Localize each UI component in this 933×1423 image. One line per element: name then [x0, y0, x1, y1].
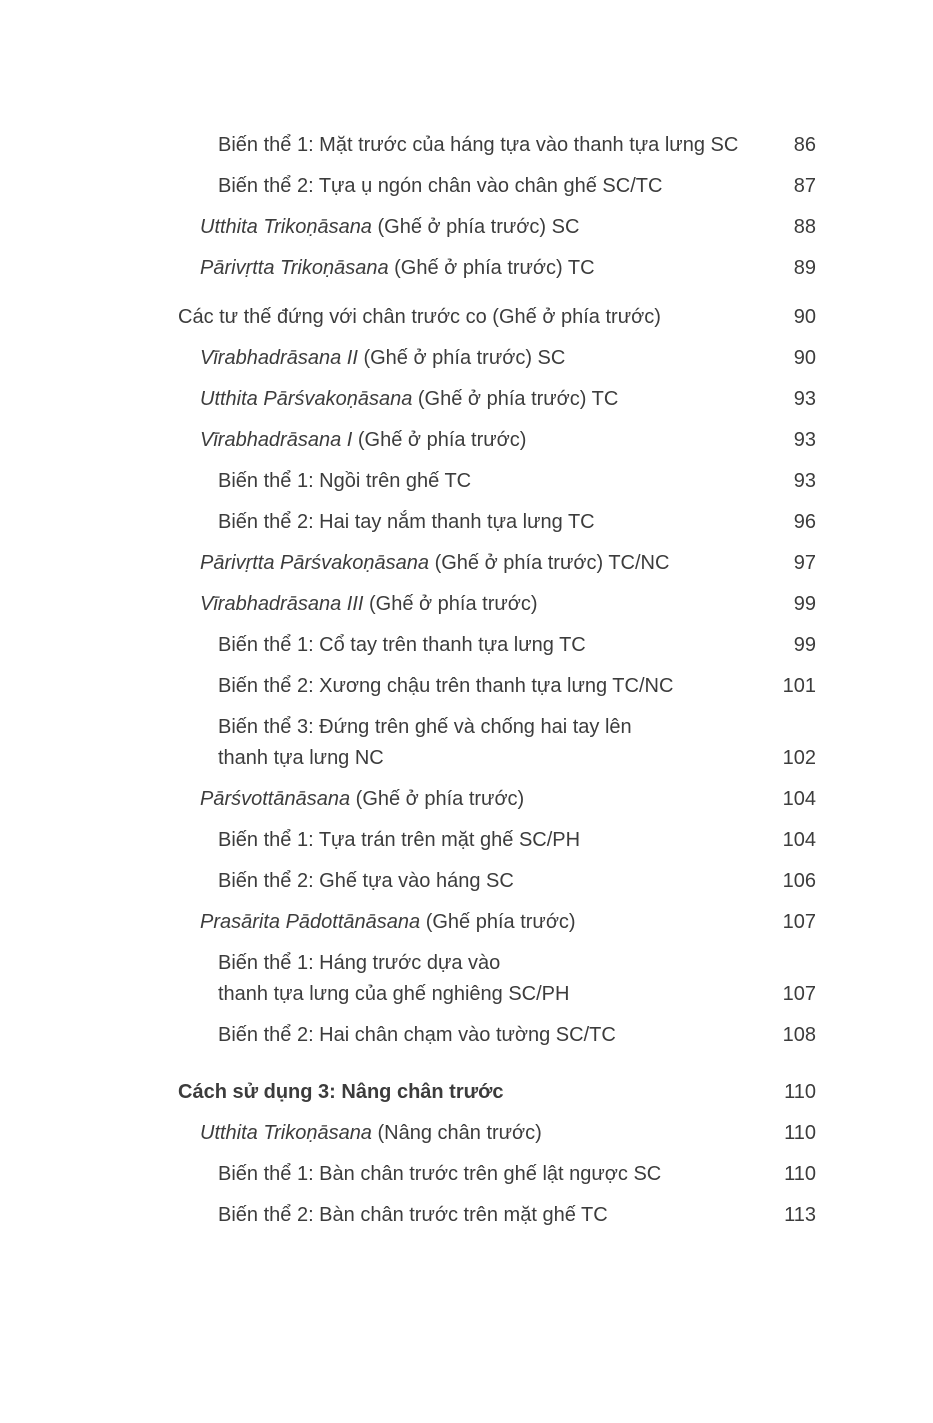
toc-entry-title [178, 1077, 768, 1108]
toc-text-segment: (Nâng chân trước) [371, 1122, 542, 1144]
toc-entry-title [178, 866, 768, 897]
toc-entry-page-number: 113 [784, 1204, 816, 1226]
toc-entry-title [178, 384, 768, 415]
toc-entry [178, 948, 816, 1010]
toc-entry-title [178, 1200, 768, 1231]
toc-entry-title [178, 784, 768, 815]
toc-entry-title [178, 825, 768, 856]
toc-entry-line [218, 825, 748, 856]
toc-entry [178, 1159, 816, 1190]
toc-entry-line [200, 425, 748, 456]
toc-text-segment: Biến thể 2: Hai chân chạm vào tường SC/TC [218, 1024, 616, 1046]
toc-entry-line [200, 589, 748, 620]
pose-name-italic: Utthita Pārśvakoṇāsana [200, 388, 413, 410]
toc-entry-title [178, 1118, 768, 1149]
toc-entry-line [200, 384, 748, 415]
toc-text-segment: Cách sử dụng 3: Nâng chân trước [178, 1081, 504, 1103]
pose-name-italic: Vīrabhadrāsana II [200, 347, 358, 369]
toc-entry-page-number: 107 [782, 983, 816, 1005]
toc-entry [178, 866, 816, 897]
toc-entry-line [200, 784, 748, 815]
toc-entry [178, 712, 816, 774]
toc-text-segment: Biến thể 2: Bàn chân trước trên mặt ghế TC [218, 1204, 608, 1226]
toc-entry-line [218, 743, 748, 774]
toc-text-segment: thanh tựa lưng của ghế nghiêng SC/PH [218, 983, 570, 1005]
toc-entry [178, 253, 816, 284]
pose-name-italic: Utthita Trikoṇāsana [200, 1122, 372, 1144]
toc-entry-title [178, 425, 768, 456]
toc-entry [178, 302, 816, 333]
toc-list [178, 130, 816, 1241]
pose-name-italic: Vīrabhadrāsana III [200, 593, 364, 615]
toc-entry-page-number: 110 [784, 1081, 816, 1103]
toc-entry-title [178, 589, 768, 620]
toc-entry-page-number: 93 [793, 429, 816, 451]
toc-entry [178, 548, 816, 579]
toc-entry [178, 825, 816, 856]
toc-entry-line [178, 302, 748, 333]
toc-entry-title [178, 171, 768, 202]
toc-entry [178, 130, 816, 161]
toc-entry [178, 384, 816, 415]
toc-entry [178, 671, 816, 702]
toc-entry-line [218, 507, 748, 538]
toc-entry-title [178, 548, 768, 579]
toc-entry-page-number: 104 [782, 788, 816, 810]
toc-entry-line [200, 253, 748, 284]
toc-text-segment: (Ghế ở phía trước) TC [388, 257, 595, 279]
toc-entry [178, 907, 816, 938]
toc-entry-page-number: 99 [793, 593, 816, 615]
toc-entry-page-number: 89 [793, 257, 816, 279]
toc-entry-page-number: 99 [793, 634, 816, 656]
toc-entry-title [178, 253, 768, 284]
toc-entry-page-number: 88 [793, 216, 816, 238]
toc-entry-title [178, 907, 768, 938]
toc-entry [178, 1020, 816, 1051]
toc-text-segment: Biến thể 1: Háng trước dựa vào [218, 952, 501, 974]
toc-entry-line [218, 671, 748, 702]
toc-entry-line [200, 548, 748, 579]
toc-entry-page-number: 102 [782, 747, 816, 769]
toc-text-segment: Biến thể 2: Ghế tựa vào háng SC [218, 870, 514, 892]
toc-entry-line [218, 130, 748, 161]
toc-text-segment: Biến thể 1: Bàn chân trước trên ghế lật ngược SC [218, 1163, 662, 1185]
toc-entry [178, 784, 816, 815]
toc-text-segment: Biến thể 1: Cổ tay trên thanh tựa lưng TC [218, 634, 586, 656]
toc-entry-page-number: 110 [784, 1163, 816, 1185]
pose-name-italic: Pārivṛtta Trikoṇāsana [200, 257, 389, 279]
toc-entry [178, 507, 816, 538]
toc-entry-line [200, 212, 748, 243]
toc-entry-line [218, 1200, 748, 1231]
toc-text-segment: (Ghế ở phía trước) [350, 788, 525, 810]
toc-entry-title [178, 466, 768, 497]
toc-entry [178, 589, 816, 620]
toc-entry [178, 343, 816, 374]
toc-entry-line [218, 466, 748, 497]
toc-entry-line [200, 343, 748, 374]
toc-entry-page-number: 107 [782, 911, 816, 933]
toc-entry [178, 466, 816, 497]
toc-entry [178, 630, 816, 661]
toc-entry-page-number: 86 [793, 134, 816, 156]
toc-entry-title [178, 302, 768, 333]
toc-text-segment: Biến thể 2: Hai tay nắm thanh tựa lưng TC [218, 511, 595, 533]
toc-text-segment: Biến thể 2: Tựa ụ ngón chân vào chân ghế SC/TC [218, 175, 663, 197]
pose-name-italic: Pārśvottānāsana [200, 788, 351, 810]
toc-entry [178, 425, 816, 456]
toc-entry-title [178, 712, 768, 774]
toc-entry-title [178, 212, 768, 243]
toc-text-segment: Biến thể 1: Ngồi trên ghế TC [218, 470, 472, 492]
pose-name-italic: Prasārita Pādottānāsana [200, 911, 421, 933]
toc-entry-title [178, 630, 768, 661]
toc-entry-page-number: 96 [793, 511, 816, 533]
toc-entry-page-number: 93 [793, 470, 816, 492]
toc-entry-title [178, 507, 768, 538]
toc-entry-page-number: 97 [793, 552, 816, 574]
toc-text-segment: thanh tựa lưng NC [218, 747, 384, 769]
toc-text-segment: (Ghế ở phía trước) TC/NC [429, 552, 670, 574]
toc-entry-line [218, 948, 748, 979]
toc-entry [178, 171, 816, 202]
toc-entry-title [178, 343, 768, 374]
toc-entry-page-number: 110 [784, 1122, 816, 1144]
toc-entry-title [178, 671, 768, 702]
toc-text-segment: Biến thể 3: Đứng trên ghế và chống hai tay lên [218, 716, 632, 738]
toc-entry [178, 1077, 816, 1108]
toc-entry-page-number: 93 [793, 388, 816, 410]
toc-entry-page-number: 90 [793, 306, 816, 328]
toc-entry-page-number: 106 [782, 870, 816, 892]
toc-entry-page-number: 101 [782, 675, 816, 697]
toc-entry-page-number: 87 [793, 175, 816, 197]
toc-entry-page-number: 108 [782, 1024, 816, 1046]
toc-entry-line [200, 907, 748, 938]
toc-entry [178, 1118, 816, 1149]
toc-text-segment: (Ghế ở phía trước) [363, 593, 538, 615]
toc-entry-line [218, 979, 748, 1010]
toc-entry-line [218, 630, 748, 661]
toc-entry-page-number: 104 [782, 829, 816, 851]
toc-entry-line [218, 866, 748, 897]
toc-entry-title [178, 1020, 768, 1051]
toc-text-segment: Biến thể 2: Xương chậu trên thanh tựa lưng TC/NC [218, 675, 674, 697]
toc-text-segment: (Ghế ở phía trước) [352, 429, 527, 451]
toc-text-segment: (Ghế phía trước) [420, 911, 576, 933]
toc-entry-title [178, 948, 768, 1010]
toc-entry-line [218, 1020, 748, 1051]
toc-entry-line [200, 1118, 748, 1149]
toc-entry [178, 212, 816, 243]
toc-text-segment: Các tư thế đứng với chân trước co (Ghế ở phía trước) [178, 306, 661, 328]
toc-text-segment: (Ghế ở phía trước) TC [412, 388, 619, 410]
toc-text-segment: (Ghế ở phía trước) SC [357, 347, 566, 369]
toc-entry [178, 1200, 816, 1231]
toc-entry-title [178, 130, 768, 161]
pose-name-italic: Utthita Trikoṇāsana [200, 216, 372, 238]
toc-text-segment: (Ghế ở phía trước) SC [371, 216, 580, 238]
toc-entry-line [218, 1159, 748, 1190]
toc-entry-title [178, 1159, 768, 1190]
pose-name-italic: Pārivṛtta Pārśvakoṇāsana [200, 552, 430, 574]
toc-entry-line [218, 171, 748, 202]
toc-text-segment: Biến thể 1: Mặt trước của háng tựa vào thanh tựa lưng SC [218, 134, 739, 156]
toc-entry-line [178, 1077, 748, 1108]
toc-entry-page-number: 90 [793, 347, 816, 369]
toc-entry-line [218, 712, 748, 743]
toc-text-segment: Biến thể 1: Tựa trán trên mặt ghế SC/PH [218, 829, 581, 851]
pose-name-italic: Vīrabhadrāsana I [200, 429, 353, 451]
